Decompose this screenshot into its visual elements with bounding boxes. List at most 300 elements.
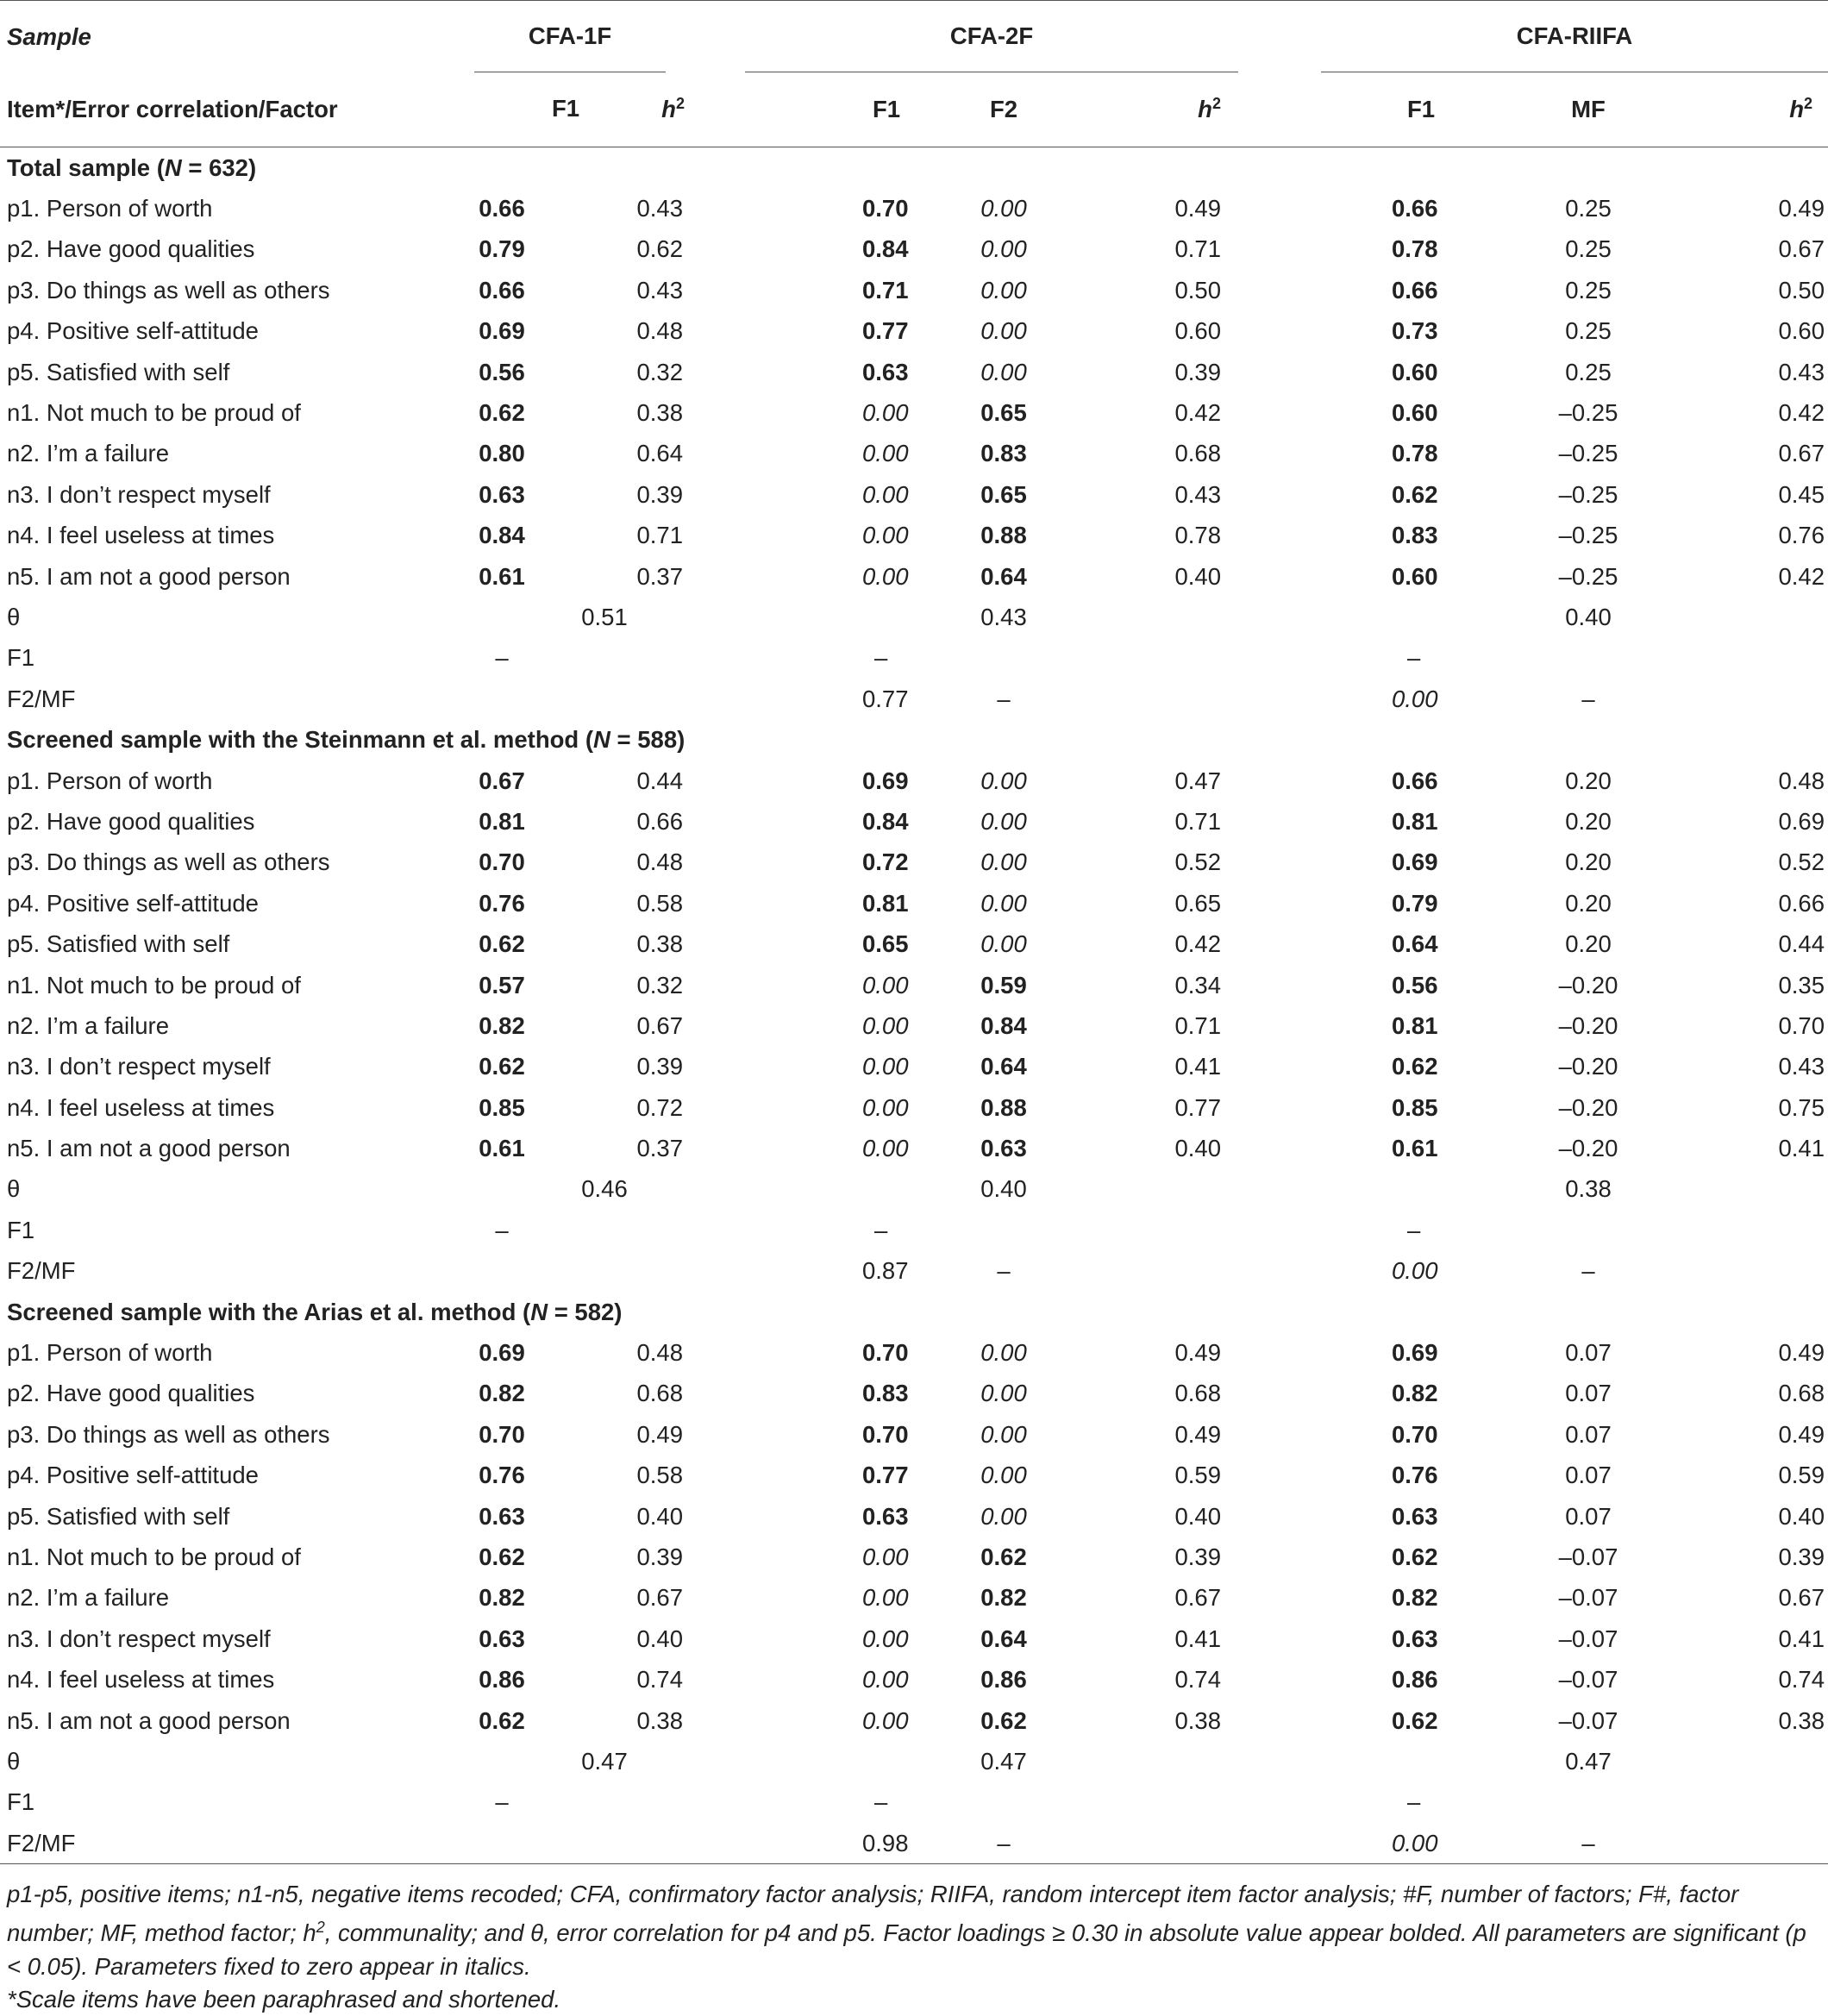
cfa2-f1-value: 0.00 [862,440,909,467]
cfa2-f1-value: 0.63 [862,1502,909,1530]
cfa2-h2-value: 0.60 [1174,317,1221,345]
riifa-mf-value: –0.20 [1558,1053,1618,1080]
cfa2-f1-value: 0.84 [862,235,909,263]
cfa1-f1-value: 0.62 [479,1543,525,1570]
table-row [0,1618,1828,1659]
cfa1-f1-value: 0.62 [479,1053,525,1080]
riifa-f1-value: 0.62 [1392,1706,1438,1734]
riifa-f1-value: 0.66 [1392,767,1438,794]
riifa-f1-value: 0.60 [1392,358,1438,385]
cfa1-f1-dash: – [495,644,509,672]
cfa1-h2-value: 0.48 [636,1339,683,1367]
riifa-h2-value: 0.60 [1778,317,1825,345]
item-label: p4. Positive self-attitude [7,1462,259,1489]
cfa2-h2-value: 0.40 [1174,1135,1221,1162]
cfa2-f2-value: 0.82 [980,1584,1027,1612]
item-label: n2. I’m a failure [7,1584,170,1612]
cfa2-h2-value: 0.41 [1174,1053,1221,1080]
table-row [0,1047,1828,1087]
riifa-h2-value: 0.68 [1778,1380,1825,1407]
riifa-mf-value: 0.25 [1565,276,1612,304]
cfa2-h2-value: 0.59 [1174,1462,1221,1489]
riifa-h2-value: 0.49 [1778,1420,1825,1448]
cfa1-h2-value: 0.38 [636,930,683,958]
cfa1-h2-value: 0.40 [636,1625,683,1652]
cfa2-f1-value: 0.00 [862,522,909,549]
table-row [0,188,1828,229]
item-label: n1. Not much to be proud of [7,971,301,999]
riifa-f1-value: 0.56 [1392,971,1438,999]
cfa2-h2-value: 0.42 [1174,930,1221,958]
cfa1-h2-value: 0.44 [636,767,683,794]
cfa1-f1-value: 0.62 [479,930,525,958]
footnote-abbreviations: p1-p5, positive items; n1-n5, negative items recoded; CFA, confirmatory factor analysis; RIIFA, random intercept item factor analysis; #F, number of factors; F#, factor number; MF, method factor; $h^2$, communality; and θ, error correlation for p4 and p5. Factor loadings ≥ 0.30 in absolute value appear bolded. All parameters are significant (p < 0.05). Parameters fixed to zero appear in italics. [7,1881,1806,1980]
item-label: n1. Not much to be proud of [7,1543,301,1570]
cfa2-f2-value: 0.00 [980,1420,1027,1448]
item-label: p1. Person of worth [7,1339,213,1367]
cfa1-theta-value: 0.51 [581,603,628,630]
f2-mf-label: F2/MF [7,1829,76,1856]
item-label: n2. I’m a failure [7,1011,170,1039]
cfa2-h2-value: 0.42 [1174,399,1221,427]
table-row [0,392,1828,433]
cfa1-h2-value: 0.62 [636,235,683,263]
riifa-h2-value: 0.45 [1778,480,1825,508]
f2-mf-label: F2/MF [7,1257,76,1285]
cfa1-f1-value: 0.76 [479,889,525,917]
riifa-h2-value: 0.59 [1778,1462,1825,1489]
riifa-f1-value: 0.63 [1392,1625,1438,1652]
riifa-f1-value: 0.79 [1392,889,1438,917]
cfa2-f2-value: 0.86 [980,1666,1027,1694]
cfa1-f1-value: 0.80 [479,440,525,467]
cfa2-f2-value: 0.00 [980,358,1027,385]
cfa2-f2-value: 0.62 [980,1706,1027,1734]
theta-row [0,597,1828,637]
cfa2-f1-value: 0.72 [862,848,909,876]
cfa1-f1-value: 0.62 [479,399,525,427]
riifa-h2-value: 0.42 [1778,562,1825,590]
cfa1-h2-value: 0.48 [636,848,683,876]
riifa-f1-value: 0.86 [1392,1666,1438,1694]
cfa1-f1-dash: – [495,1788,509,1816]
item-label: p5. Satisfied with self [7,358,230,385]
cfa2-f2-value: 0.00 [980,848,1027,876]
table-row [0,1578,1828,1618]
cfa2-f2-value: 0.00 [980,235,1027,263]
riifa-mf-dash: – [1581,1257,1595,1285]
riifa-f1-value: 0.66 [1392,276,1438,304]
cfa2-f1-value: 0.70 [862,1339,909,1367]
riifa-mf-value: –0.20 [1558,971,1618,999]
table-row [0,1537,1828,1577]
riifa-f1-value: 0.64 [1392,930,1438,958]
riifa-mf-value: 0.07 [1565,1339,1612,1367]
item-label: p1. Person of worth [7,195,213,222]
factor-f2-mf-row [0,1251,1828,1292]
cfa2-h2-value: 0.78 [1174,522,1221,549]
cfa2-f1-value: 0.00 [862,1584,909,1612]
riifa-h2-value: 0.48 [1778,767,1825,794]
riifa-mf-value: 0.07 [1565,1380,1612,1407]
riifa-h2-value: 0.67 [1778,440,1825,467]
footnote-paraphrase-note: *Scale items have been paraphrased and shortened. [7,1985,561,2013]
riifa-mf-value: –0.20 [1558,1135,1618,1162]
cfa2-f1-value: 0.65 [862,930,909,958]
item-label: n4. I feel useless at times [7,1093,275,1121]
cfa2-theta-value: 0.43 [980,603,1027,630]
cfa2-f1-value: 0.71 [862,276,909,304]
riifa-mf-value: 0.07 [1565,1502,1612,1530]
cfa2-f1-value: 0.00 [862,562,909,590]
cfa2-h2-value: 0.71 [1174,1011,1221,1039]
factor-f2-mf-row [0,679,1828,719]
table-row [0,516,1828,556]
cfa2-h2-value: 0.77 [1174,1093,1221,1121]
riifa-h2-value: 0.35 [1778,971,1825,999]
riifa-f1-value: 0.60 [1392,399,1438,427]
riifa-f1-value: 0.83 [1392,522,1438,549]
cfa1-f1-value: 0.81 [479,807,525,835]
f1-label: F1 [7,1216,35,1243]
cfa2-f2-value: 0.59 [980,971,1027,999]
theta-row [0,1169,1828,1210]
cfa1-f1-value: 0.61 [479,562,525,590]
riifa-theta-value: 0.38 [1565,1175,1612,1203]
riifa-mf-dash: – [1581,1829,1595,1856]
table-row [0,229,1828,270]
cfa2-f2-value: 0.88 [980,1093,1027,1121]
item-label: p4. Positive self-attitude [7,889,259,917]
theta-label: θ [7,1747,21,1775]
cfa1-f1-value: 0.56 [479,358,525,385]
riifa-mf-value: –0.07 [1558,1625,1618,1652]
cfa1-h2-value: 0.67 [636,1584,683,1612]
cfa2-f2-value: 0.00 [980,767,1027,794]
cfa1-f1-value: 0.82 [479,1584,525,1612]
riifa-mf-value: 0.25 [1565,358,1612,385]
riifa-h2-value: 0.39 [1778,1543,1825,1570]
riifa-f1-value: 0.85 [1392,1093,1438,1121]
cfa2-h2-value: 0.67 [1174,1584,1221,1612]
cfa2-f2-header: F2 [989,96,1018,122]
riifa-mf-value: 0.25 [1565,317,1612,345]
riifa-h2-value: 0.43 [1778,1053,1825,1080]
cfa1-f1-dash: – [495,1216,509,1243]
cfa1-h2-value: 0.39 [636,1053,683,1080]
cfa1-f1-value: 0.62 [479,1706,525,1734]
item-label: p5. Satisfied with self [7,930,230,958]
cfa1-f1-value: 0.85 [479,1093,525,1121]
cfa1-f1-value: 0.82 [479,1011,525,1039]
riifa-mf-value: –0.20 [1558,1011,1618,1039]
cfa1-h2-value: 0.48 [636,317,683,345]
cfa2-f1-value: 0.77 [862,317,909,345]
item-label: n3. I don’t respect myself [7,1625,271,1652]
cfa1-h2-value: 0.38 [636,1706,683,1734]
riifa-h2-value: 0.42 [1778,399,1825,427]
factor-f1-row [0,1210,1828,1250]
riifa-mf-value: –0.25 [1558,399,1618,427]
table-row [0,1374,1828,1414]
cfa2-h2-header: $h^2$ [1198,95,1221,123]
cfa1-f1-value: 0.69 [479,1339,525,1367]
cfa2-f1-value: 0.83 [862,1380,909,1407]
table-row [0,556,1828,597]
item-label: p3. Do things as well as others [7,848,330,876]
theta-label: θ [7,603,21,630]
cfa1-h2-value: 0.39 [636,1543,683,1570]
table-row [0,434,1828,474]
cfa2-h2-value: 0.50 [1174,276,1221,304]
sample-header: Sample [7,22,91,50]
cfa1-theta-value: 0.47 [581,1747,628,1775]
cfa1-f1-value: 0.69 [479,317,525,345]
table-row [0,1005,1828,1046]
cfa2-f2-value: 0.00 [980,1339,1027,1367]
riifa-h2-value: 0.52 [1778,848,1825,876]
f1-label: F1 [7,644,35,672]
riifa-h2-value: 0.41 [1778,1135,1825,1162]
cfa2-f1-dash: – [874,644,888,672]
riifa-f1-mf-corr: 0.00 [1392,685,1438,712]
cfa2-f1-value: 0.70 [862,195,909,222]
cfa2-f1-value: 0.00 [862,1011,909,1039]
item-label: p3. Do things as well as others [7,1420,330,1448]
cfa2-h2-value: 0.71 [1174,807,1221,835]
cfa1-h2-value: 0.32 [636,358,683,385]
cfa2-f2-dash: – [997,1829,1011,1856]
riifa-mf-header: MF [1571,96,1606,122]
cfa2-f2-dash: – [997,1257,1011,1285]
riifa-mf-value: –0.07 [1558,1666,1618,1694]
model-cfa-riifa-header [1321,1,1828,73]
riifa-f1-value: 0.81 [1392,807,1438,835]
riifa-mf-value: 0.20 [1565,767,1612,794]
cfa2-h2-value: 0.49 [1174,1339,1221,1367]
cfa2-f1-dash: – [874,1216,888,1243]
riifa-mf-value: 0.20 [1565,848,1612,876]
table-row [0,1659,1828,1700]
riifa-h2-value: 0.70 [1778,1011,1825,1039]
cfa1-f1-value: 0.63 [479,480,525,508]
riifa-f1-value: 0.66 [1392,195,1438,222]
cfa1-f1-value: 0.63 [479,1502,525,1530]
table-row [0,270,1828,310]
riifa-h2-value: 0.69 [1778,807,1825,835]
riifa-mf-value: 0.07 [1565,1420,1612,1448]
cfa2-f2-value: 0.64 [980,1625,1027,1652]
cfa1-f1-value: 0.82 [479,1380,525,1407]
cfa1-h2-value: 0.64 [636,440,683,467]
riifa-mf-value: 0.25 [1565,235,1612,263]
cfa1-f1-value: 0.66 [479,195,525,222]
item-label: p5. Satisfied with self [7,1502,230,1530]
cfa1-f1-value: 0.61 [479,1135,525,1162]
cfa1-h2-value: 0.71 [636,522,683,549]
item-label: n4. I feel useless at times [7,522,275,549]
model-cfa-riifa-label: CFA-RIIFA [1321,1,1828,72]
riifa-h2-value: 0.43 [1778,358,1825,385]
cfa2-f2-value: 0.84 [980,1011,1027,1039]
cfa1-h2-value: 0.66 [636,807,683,835]
riifa-f1-value: 0.69 [1392,1339,1438,1367]
item-label: n5. I am not a good person [7,1706,291,1734]
factor-f2-mf-row [0,1823,1828,1864]
section-title-row [0,147,1828,189]
riifa-f1-value: 0.62 [1392,1053,1438,1080]
cfa2-f1-dash: – [874,1788,888,1816]
cfa1-f1-value: 0.70 [479,1420,525,1448]
cfa1-h2-value: 0.58 [636,889,683,917]
riifa-h2-value: 0.50 [1778,276,1825,304]
cfa2-f2-value: 0.63 [980,1135,1027,1162]
model-cfa-1f-label: CFA-1F [474,1,666,72]
riifa-mf-value: 0.20 [1565,930,1612,958]
table-row [0,474,1828,515]
header-row-columns [0,72,1828,147]
cfa2-f2-value: 0.00 [980,1502,1027,1530]
item-label: n5. I am not a good person [7,562,291,590]
riifa-mf-value: –0.07 [1558,1543,1618,1570]
table-row [0,883,1828,923]
cfa1-h2-value: 0.72 [636,1093,683,1121]
cfa2-f2-value: 0.00 [980,276,1027,304]
riifa-f1-value: 0.82 [1392,1584,1438,1612]
cfa1-h2-value: 0.39 [636,480,683,508]
cfa2-f2-value: 0.65 [980,399,1027,427]
item-label: n2. I’m a failure [7,440,170,467]
cfa2-f2-value: 0.64 [980,1053,1027,1080]
riifa-f1-value: 0.78 [1392,440,1438,467]
riifa-h2-value: 0.40 [1778,1502,1825,1530]
table-row [0,761,1828,801]
riifa-f1-value: 0.62 [1392,480,1438,508]
riifa-mf-value: –0.25 [1558,440,1618,467]
factor-f1-row [0,638,1828,679]
cfa2-f1-value: 0.77 [862,1462,909,1489]
cfa2-f1-value: 0.84 [862,807,909,835]
riifa-h2-value: 0.67 [1778,1584,1825,1612]
cfa1-h2-value: 0.32 [636,971,683,999]
cfa2-f1-value: 0.00 [862,1625,909,1652]
cfa2-f1-value: 0.69 [862,767,909,794]
cfa2-f2-value: 0.00 [980,1462,1027,1489]
cfa1-h2-value: 0.40 [636,1502,683,1530]
riifa-f1-value: 0.61 [1392,1135,1438,1162]
cfa1-h2-value: 0.37 [636,562,683,590]
cfa2-f1-value: 0.63 [862,358,909,385]
cfa2-f2-value: 0.00 [980,930,1027,958]
riifa-h2-value: 0.75 [1778,1093,1825,1121]
cfa2-f1-value: 0.00 [862,399,909,427]
riifa-mf-value: –0.25 [1558,562,1618,590]
riifa-f1-value: 0.63 [1392,1502,1438,1530]
cfa1-h2-value: 0.43 [636,276,683,304]
cfa2-f2-value: 0.00 [980,807,1027,835]
cfa1-f1-value: 0.67 [479,767,525,794]
cfa2-h2-value: 0.47 [1174,767,1221,794]
cfa2-f2-value: 0.00 [980,317,1027,345]
cfa2-h2-value: 0.65 [1174,889,1221,917]
cfa2-h2-value: 0.49 [1174,1420,1221,1448]
riifa-f1-value: 0.78 [1392,235,1438,263]
riifa-f1-value: 0.69 [1392,848,1438,876]
riifa-h2-value: 0.66 [1778,889,1825,917]
section-title: Screened sample with the Steinmann et al. method (N = 588) [7,726,686,754]
riifa-mf-value: –0.07 [1558,1584,1618,1612]
section-title-row [0,719,1828,760]
cfa1-f1-value: 0.76 [479,1462,525,1489]
riifa-h2-value: 0.76 [1778,522,1825,549]
cfa2-h2-value: 0.40 [1174,1502,1221,1530]
cfa2-h2-value: 0.71 [1174,235,1221,263]
table-row [0,923,1828,964]
cfa2-f2-value: 0.00 [980,889,1027,917]
riifa-f1-mf-corr: 0.00 [1392,1829,1438,1856]
item-label: n4. I feel useless at times [7,1666,275,1694]
cfa2-f1-value: 0.70 [862,1420,909,1448]
riifa-f1-dash: – [1407,1788,1421,1816]
cfa2-f2-value: 0.88 [980,522,1027,549]
riifa-mf-dash: – [1581,685,1595,712]
cfa2-h2-value: 0.38 [1174,1706,1221,1734]
model-cfa-1f-header [457,1,700,73]
item-label: p3. Do things as well as others [7,276,330,304]
cfa2-f1-value: 0.00 [862,1706,909,1734]
table-row [0,352,1828,392]
riifa-f1-dash: – [1407,644,1421,672]
cfa2-f2-value: 0.00 [980,1380,1027,1407]
theta-label: θ [7,1175,21,1203]
cfa2-f1-f2-corr: 0.77 [862,685,909,712]
table-row [0,1414,1828,1455]
table-row [0,965,1828,1005]
riifa-f1-mf-corr: 0.00 [1392,1257,1438,1285]
riifa-f1-value: 0.73 [1392,317,1438,345]
section-title: Screened sample with the Arias et al. method (N = 582) [7,1298,623,1325]
table-row [0,1128,1828,1168]
riifa-mf-value: 0.20 [1565,807,1612,835]
riifa-f1-value: 0.62 [1392,1543,1438,1570]
riifa-h2-value: 0.67 [1778,235,1825,263]
riifa-theta-value: 0.40 [1565,603,1612,630]
riifa-mf-value: 0.07 [1565,1462,1612,1489]
section-title-row [0,1292,1828,1332]
cfa2-h2-value: 0.39 [1174,358,1221,385]
riifa-h2-value: 0.74 [1778,1666,1825,1694]
cfa2-f1-f2-corr: 0.87 [862,1257,909,1285]
f1-label: F1 [7,1788,35,1816]
model-cfa-2f-label: CFA-2F [745,1,1238,72]
item-label: n5. I am not a good person [7,1135,291,1162]
table-row [0,842,1828,883]
header-row-models [0,1,1828,73]
riifa-f1-dash: – [1407,1216,1421,1243]
cfa2-h2-value: 0.68 [1174,440,1221,467]
cfa2-f2-value: 0.00 [980,195,1027,222]
cfa2-f1-value: 0.81 [862,889,909,917]
cfa2-f1-value: 0.00 [862,971,909,999]
cfa1-f1-value: 0.84 [479,522,525,549]
item-label: p2. Have good qualities [7,807,255,835]
cfa1-theta-value: 0.46 [581,1175,628,1203]
cfa2-f2-value: 0.64 [980,562,1027,590]
cfa2-h2-value: 0.34 [1174,971,1221,999]
cfa2-f1-value: 0.00 [862,1135,909,1162]
item-label: p2. Have good qualities [7,235,255,263]
table-row [0,1700,1828,1741]
